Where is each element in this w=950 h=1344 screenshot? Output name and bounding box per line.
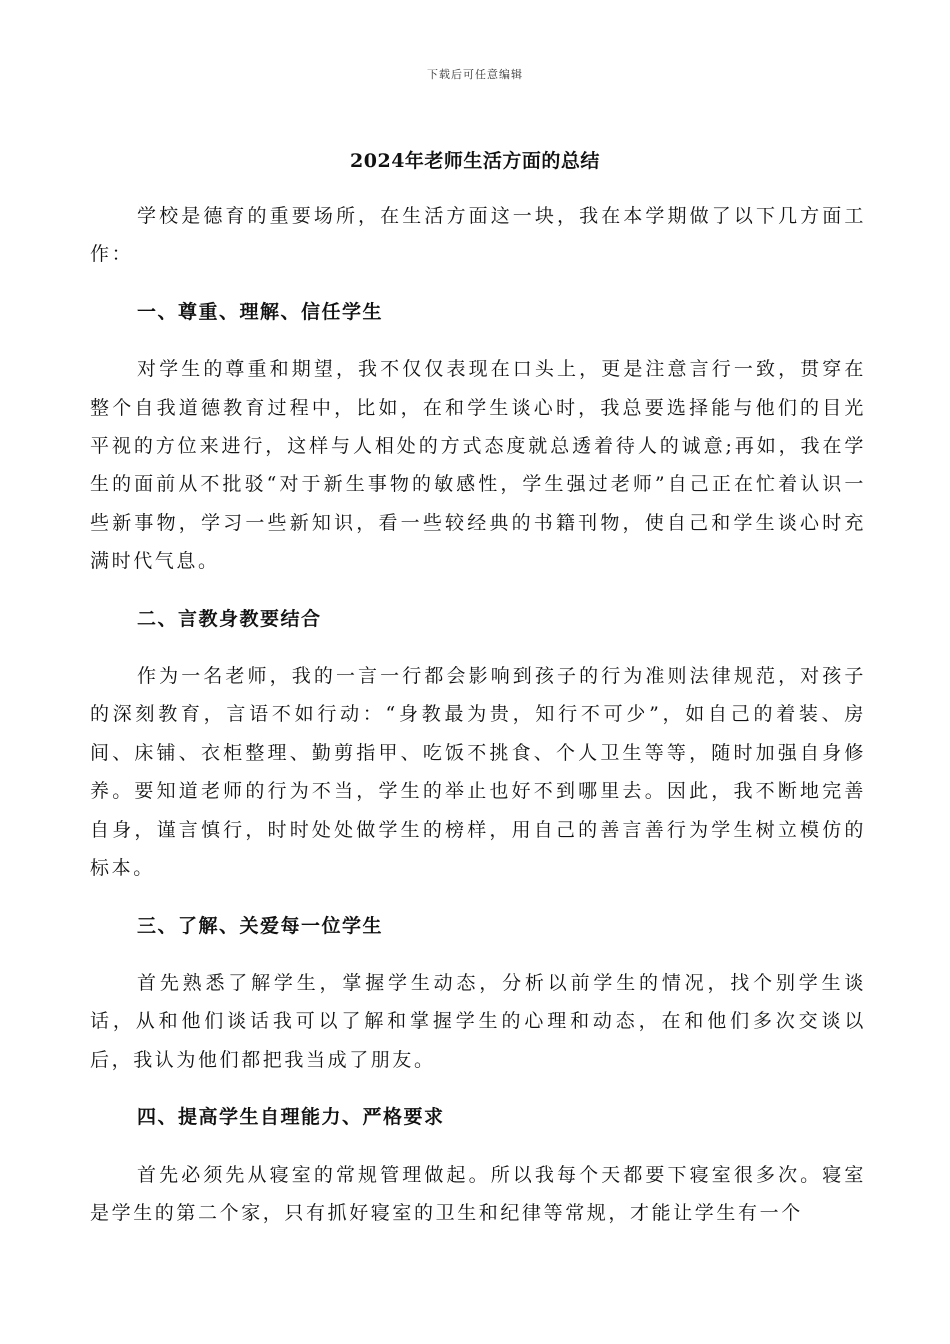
section-heading-1: 一、尊重、理解、信任学生 xyxy=(137,300,384,323)
section-body-1: 对学生的尊重和期望，我不仅仅表现在口头上，更是注意言行一致，贯穿在整个自我道德教育过程中，比如，在和学生谈心时，我总要选择能与他们的目光平视的方位来进行，这样与人相处的方式态度就总透着待人的诚意;再如，我在学生的面前从不批驳“对于新生事物的敏感性，学生强过老师”自己正在忙着认识一些新事物，学习一些新知识，看一些较经典的书籍刊物，使自己和学生谈心时充满时代气息。 xyxy=(90,358,866,573)
section-body-4: 首先必须先从寝室的常规管理做起。所以我每个天都要下寝室很多次。寝室是学生的第二个家，只有抓好寝室的卫生和纪律等常规，才能让学生有一个 xyxy=(90,1163,866,1224)
section-heading-3: 三、了解、关爱每一位学生 xyxy=(137,914,384,937)
document-title: 2024年老师生活方面的总结 xyxy=(350,150,600,172)
intro-paragraph: 学校是德育的重要场所，在生活方面这一块，我在本学期做了以下几方面工作： xyxy=(90,205,866,266)
header-note: 下载后可任意编辑 xyxy=(427,68,523,81)
document-body xyxy=(90,197,866,1232)
section-body-3: 首先熟悉了解学生，掌握学生动态，分析以前学生的情况，找个别学生谈话，从和他们谈话我可以了解和掌握学生的心理和动态，在和他们多次交谈以后，我认为他们都把我当成了朋友。 xyxy=(90,971,866,1071)
section-body-2: 作为一名老师，我的一言一行都会影响到孩子的行为准则法律规范，对孩子的深刻教育，言语不如行动：“身教最为贵，知行不可少”，如自己的着装、房间、床铺、衣柜整理、勤剪指甲、吃饭不挑食、个人卫生等等，随时加强自身修养。要知道老师的行为不当，学生的举止也好不到哪里去。因此，我不断地完善自身，谨言慎行，时时处处做学生的榜样，用自己的善言善行为学生树立模仿的标本。 xyxy=(90,665,866,880)
section-heading-4: 四、提高学生自理能力、严格要求 xyxy=(137,1106,445,1129)
section-heading-2: 二、言教身教要结合 xyxy=(137,607,322,630)
